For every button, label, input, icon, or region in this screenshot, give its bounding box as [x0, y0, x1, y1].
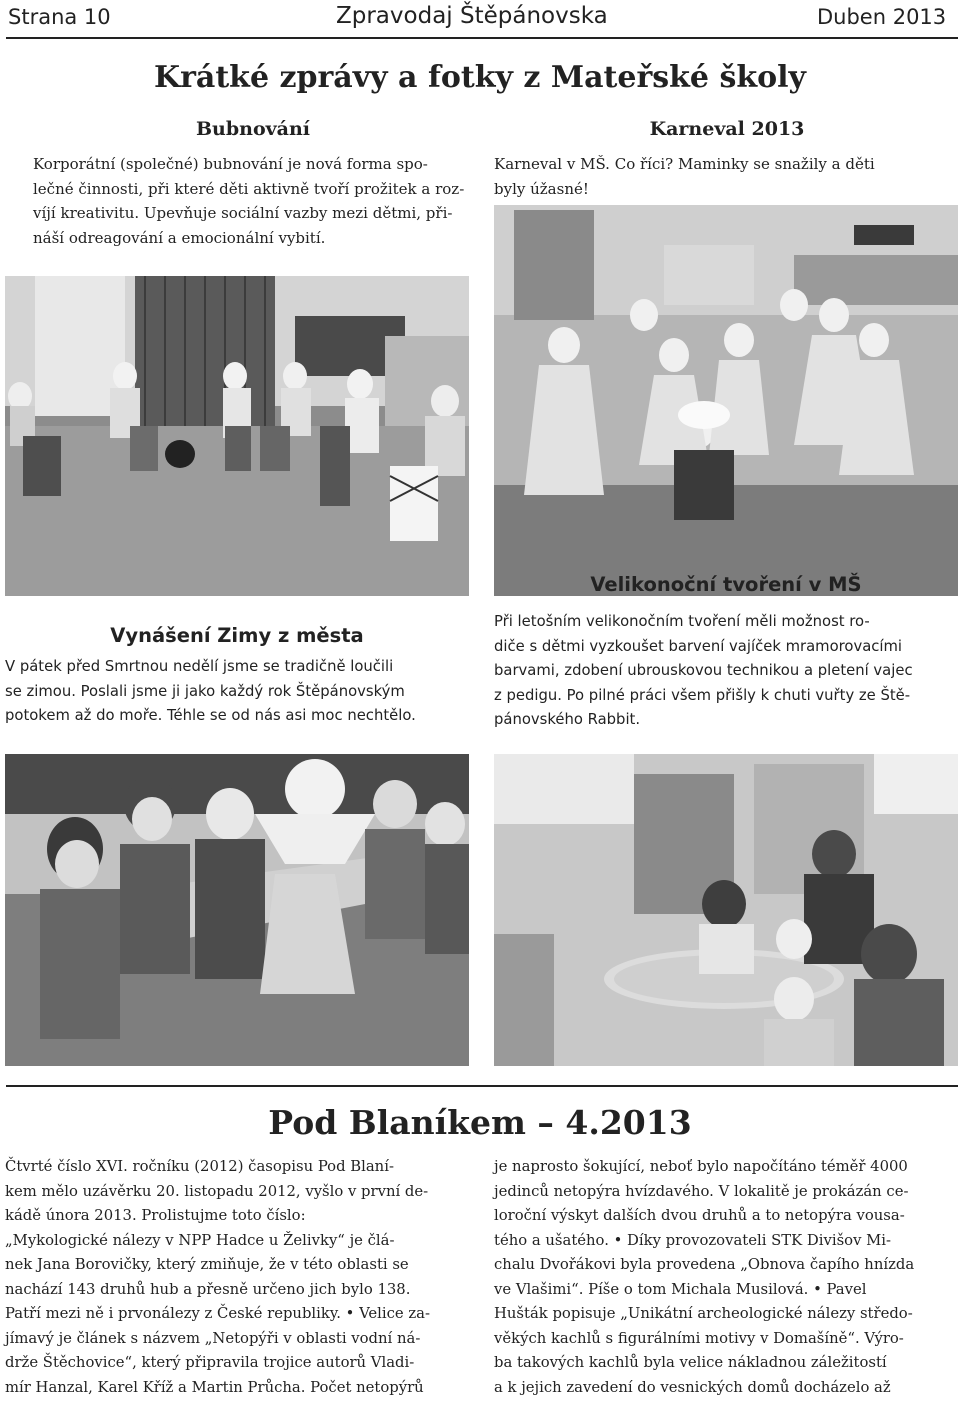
drums-line: lečné činnosti, při které děti aktivně tvoří prožitek a roz-: [33, 179, 465, 198]
blanik-line: Patří mezi ně i prvonálezy z České republiky. • Velice za-: [5, 1305, 431, 1322]
blanik-line: věkých kachlů s figurálními motivy v Domašíně“. Výro-: [494, 1329, 904, 1347]
blanik-line: nek Jana Borovičky, který zmiňuje, že v této oblasti se: [5, 1256, 409, 1273]
blanik-line: kádě února 2013. Prolistujme toto číslo:: [5, 1207, 306, 1224]
blanik-line: loroční výskyt dalších dvou druhů a to netopýra vousa-: [494, 1207, 905, 1224]
blanik-line: ve Vlašimi“. Píše o tom Michala Musilová. • Pavel: [494, 1280, 867, 1298]
easter-line: diče s dětmi vyzkoušet barvení vajíček mramorovacími: [494, 637, 903, 655]
carnival-title: Karneval 2013: [649, 118, 805, 140]
winter-line: se zimou. Poslali jsme ji jako každý rok Štěpánovským: [5, 682, 405, 700]
winter-title: Vynášení Zimy z města: [110, 624, 364, 647]
easter-line: z pedigu. Po pilné práci všem přišly k chuti vuřty ze Ště-: [494, 686, 911, 704]
winter-line: V pátek před Smrtnou nedělí jsme se tradičně loučili: [5, 658, 394, 675]
page-headline: Krátké zprávy a fotky z Mateřské školy: [154, 60, 806, 95]
blanik-right-column: [494, 1155, 958, 1400]
easter-title: Velikonoční tvoření v MŠ: [590, 573, 862, 596]
easter-line: barvami, zdobení ubrouskovou technikou a pletení vajec: [494, 662, 913, 679]
easter-line: Při letošním velikonočním tvoření měli možnost ro-: [494, 613, 870, 630]
drumming-photo: [5, 276, 469, 596]
blanik-line: Hušták popisuje „Unikátní archeologické nálezy středo-: [494, 1305, 913, 1322]
carnival-photo: [494, 205, 958, 596]
section-rule: [6, 1085, 958, 1087]
blanik-line: a k jejich zavedení do vesnických domů docházelo až: [494, 1378, 891, 1396]
drums-line: Korporátní (společné) bubnování je nová forma spo-: [33, 155, 428, 173]
page-number: Strana 10: [8, 5, 111, 29]
blanik-line: kem mělo uzávěrku 20. listopadu 2012, vyšlo v první de-: [5, 1182, 429, 1200]
header-rule: [6, 37, 958, 39]
drums-text: [33, 152, 473, 250]
blanik-line: jímavý je článek s názvem „Netopýři v oblasti vodní ná-: [5, 1329, 421, 1347]
blanik-line: mír Hanzal, Karel Kříž a Martin Průcha. Počet netopýrů: [5, 1378, 424, 1396]
easter-photo: [494, 754, 958, 1066]
drums-line: víjí kreativitu. Upevňuje sociální vazby mezi dětmi, při-: [33, 204, 453, 222]
winter-line: potokem až do moře. Téhle se od nás asi moc nechtělo.: [5, 707, 416, 724]
winter-photo: [5, 754, 469, 1066]
carnival-text: [494, 152, 954, 201]
blanik-line: ba takových kachlů byla velice nákladnou záležitostí: [494, 1354, 887, 1371]
drums-title: Bubnování: [195, 118, 311, 140]
blanik-left-column: [5, 1155, 469, 1400]
newsletter-title: Zpravodaj Štěpánovska: [336, 3, 608, 29]
issue-date: Duben 2013: [817, 5, 947, 29]
blanik-line: je naprosto šokující, neboť bylo napočítáno téměř 4000: [494, 1158, 908, 1175]
blanik-line: drže Štěchovice“, který připravila trojice autorů Vladi-: [5, 1354, 415, 1371]
blanik-line: chalu Dvořákovi byla provedena „Obnova čapího hnízda: [494, 1256, 915, 1273]
blanik-line: „Mykologické nálezy v NPP Hadce u Želivky“ je člá-: [5, 1231, 395, 1249]
easter-line: pánovského Rabbit.: [494, 711, 641, 728]
drums-line: náší odreagování a emocionální vybití.: [33, 228, 326, 247]
blanik-line: nachází 143 druhů hub a přesně určeno jich bylo 138.: [5, 1280, 411, 1298]
blanik-line: jedinců netopýra hvízdavého. V lokalitě je prokázán ce-: [494, 1182, 909, 1200]
blanik-line: Čtvrté číslo XVI. ročníku (2012) časopisu Pod Blaní-: [5, 1158, 394, 1175]
blanik-line: tého a ušatého. • Díky provozovateli STK Divišov Mi-: [494, 1231, 892, 1249]
winter-text: [5, 655, 469, 729]
carnival-line: byly úžasné!: [494, 179, 589, 198]
easter-text: [494, 610, 958, 733]
blanik-title: Pod Blaníkem – 4.2013: [268, 1103, 692, 1142]
carnival-line: Karneval v MŠ. Co říci? Maminky se snažily a děti: [494, 155, 875, 173]
